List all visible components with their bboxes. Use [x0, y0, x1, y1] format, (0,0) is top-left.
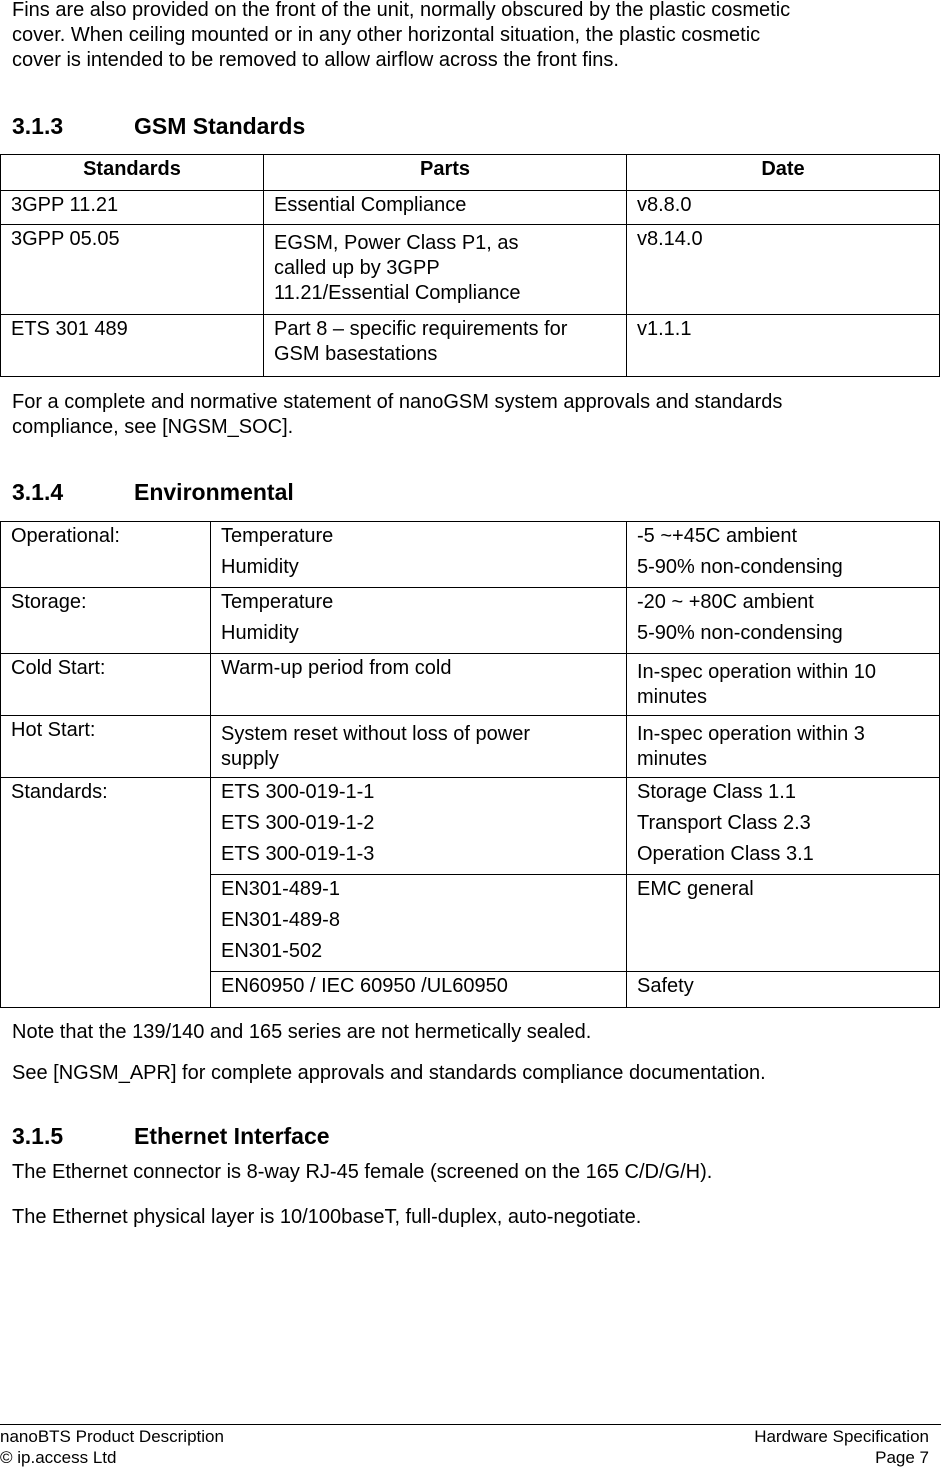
cell-line: In-spec operation within 3 — [637, 723, 865, 745]
intro-paragraph — [12, 0, 932, 73]
table-cell: Safety — [627, 972, 940, 1008]
table-cell: Warm-up period from cold — [211, 654, 627, 716]
cell-line: Temperature — [221, 591, 334, 613]
cell-line: GSM basestations — [274, 343, 438, 365]
table-cell — [627, 778, 940, 875]
section-number: 3.1.3 — [12, 113, 64, 139]
table-cell: EN60950 / IEC 60950 /UL60950 — [211, 972, 627, 1008]
column-header: Standards — [1, 155, 264, 191]
table-header-row — [1, 155, 940, 191]
table-row — [1, 778, 940, 875]
table-row — [1, 588, 940, 654]
cell-line: 5-90% non-condensing — [637, 622, 843, 644]
intro-line: Fins are also provided on the front of the unit, normally obscured by the plastic cosmetic — [12, 0, 791, 21]
cell-line: Temperature — [221, 525, 334, 547]
note-line: compliance, see [NGSM_SOC]. — [12, 416, 294, 438]
section-title: GSM Standards — [134, 113, 306, 139]
cell-line: supply — [221, 748, 279, 770]
cell-line: EN301-489-1 — [221, 878, 340, 900]
cell-line: minutes — [637, 748, 708, 770]
cell-line: 11.21/Essential Compliance — [274, 282, 521, 304]
section-number: 3.1.5 — [12, 1123, 64, 1149]
footer-page-number: Page 7 — [875, 1448, 929, 1467]
cell-line: In-spec operation within 10 — [637, 661, 877, 683]
table-cell: Essential Compliance — [264, 191, 627, 225]
table-cell: Hot Start: — [1, 716, 211, 778]
table-cell: Operational: — [1, 522, 211, 588]
note-paragraph: See [NGSM_APR] for complete approvals and standards compliance documentation. — [12, 1062, 766, 1084]
cell-line: Transport Class 2.3 — [637, 812, 811, 834]
cell-line: minutes — [637, 686, 708, 708]
ethernet-paragraph: The Ethernet physical layer is 10/100baseT, full-duplex, auto-negotiate. — [12, 1206, 642, 1228]
cell-line: ETS 300-019-1-1 — [221, 781, 375, 803]
cell-line: ETS 300-019-1-2 — [221, 812, 375, 834]
cell-line: called up by 3GPP — [274, 257, 440, 279]
table-row — [1, 654, 940, 716]
gsm-standards-table — [0, 154, 940, 377]
cell-line: EN301-489-8 — [221, 909, 340, 931]
table-cell: 3GPP 11.21 — [1, 191, 264, 225]
cell-line: System reset without loss of power — [221, 723, 531, 745]
cell-line: Humidity — [221, 622, 299, 644]
table-cell — [627, 716, 940, 778]
table-cell: Standards: — [1, 778, 211, 1008]
section-title: Environmental — [134, 479, 294, 505]
section-heading-ethernet — [12, 1124, 912, 1152]
table-cell: ETS 301 489 — [1, 315, 264, 377]
table-row — [1, 191, 940, 225]
intro-line: cover is intended to be removed to allow airflow across the front fins. — [12, 49, 619, 71]
table-cell — [211, 716, 627, 778]
note-paragraph: Note that the 139/140 and 165 series are not hermetically sealed. — [12, 1021, 592, 1043]
cell-line: 5-90% non-condensing — [637, 556, 843, 578]
table-cell — [264, 315, 627, 377]
cell-line: EN301-502 — [221, 940, 323, 962]
section-heading-environmental — [12, 480, 912, 508]
table-cell — [627, 522, 940, 588]
table-row — [1, 716, 940, 778]
column-header: Date — [627, 155, 940, 191]
column-header: Parts — [264, 155, 627, 191]
cell-line: -20 ~ +80C ambient — [637, 591, 814, 613]
cell-line: Part 8 – specific requirements for — [274, 318, 568, 340]
footer-document-title: nanoBTS Product Description — [0, 1427, 224, 1446]
cell-line: -5 ~+45C ambient — [637, 525, 798, 547]
table-cell — [211, 778, 627, 875]
table-cell — [627, 588, 940, 654]
table-cell — [264, 225, 627, 315]
table-cell: Storage: — [1, 588, 211, 654]
section-number: 3.1.4 — [12, 479, 64, 505]
table-row — [1, 315, 940, 377]
gsm-note-paragraph — [12, 390, 932, 440]
table-cell: v8.8.0 — [627, 191, 940, 225]
cell-line: ETS 300-019-1-3 — [221, 843, 375, 865]
cell-line: Humidity — [221, 556, 299, 578]
page-footer — [0, 1424, 941, 1468]
footer-section-name: Hardware Specification — [754, 1427, 929, 1446]
ethernet-paragraph: The Ethernet connector is 8-way RJ-45 female (screened on the 165 C/D/G/H). — [12, 1161, 713, 1183]
cell-line: EGSM, Power Class P1, as — [274, 232, 519, 254]
footer-divider — [0, 1424, 941, 1425]
cell-line: Storage Class 1.1 — [637, 781, 796, 803]
table-cell: EMC general — [627, 875, 940, 972]
table-cell — [211, 875, 627, 972]
table-row — [1, 522, 940, 588]
environmental-table — [0, 521, 940, 1008]
section-title: Ethernet Interface — [134, 1123, 330, 1149]
table-cell — [211, 588, 627, 654]
table-cell: v8.14.0 — [627, 225, 940, 315]
table-cell: v1.1.1 — [627, 315, 940, 377]
table-row — [1, 225, 940, 315]
table-cell: 3GPP 05.05 — [1, 225, 264, 315]
section-heading-gsm — [12, 114, 912, 142]
footer-copyright: © ip.access Ltd — [0, 1448, 117, 1467]
cell-line: Operation Class 3.1 — [637, 843, 814, 865]
note-line: For a complete and normative statement of nanoGSM system approvals and standards — [12, 391, 783, 413]
table-cell — [211, 522, 627, 588]
intro-line: cover. When ceiling mounted or in any other horizontal situation, the plastic cosmetic — [12, 24, 761, 46]
table-cell — [627, 654, 940, 716]
table-cell: Cold Start: — [1, 654, 211, 716]
